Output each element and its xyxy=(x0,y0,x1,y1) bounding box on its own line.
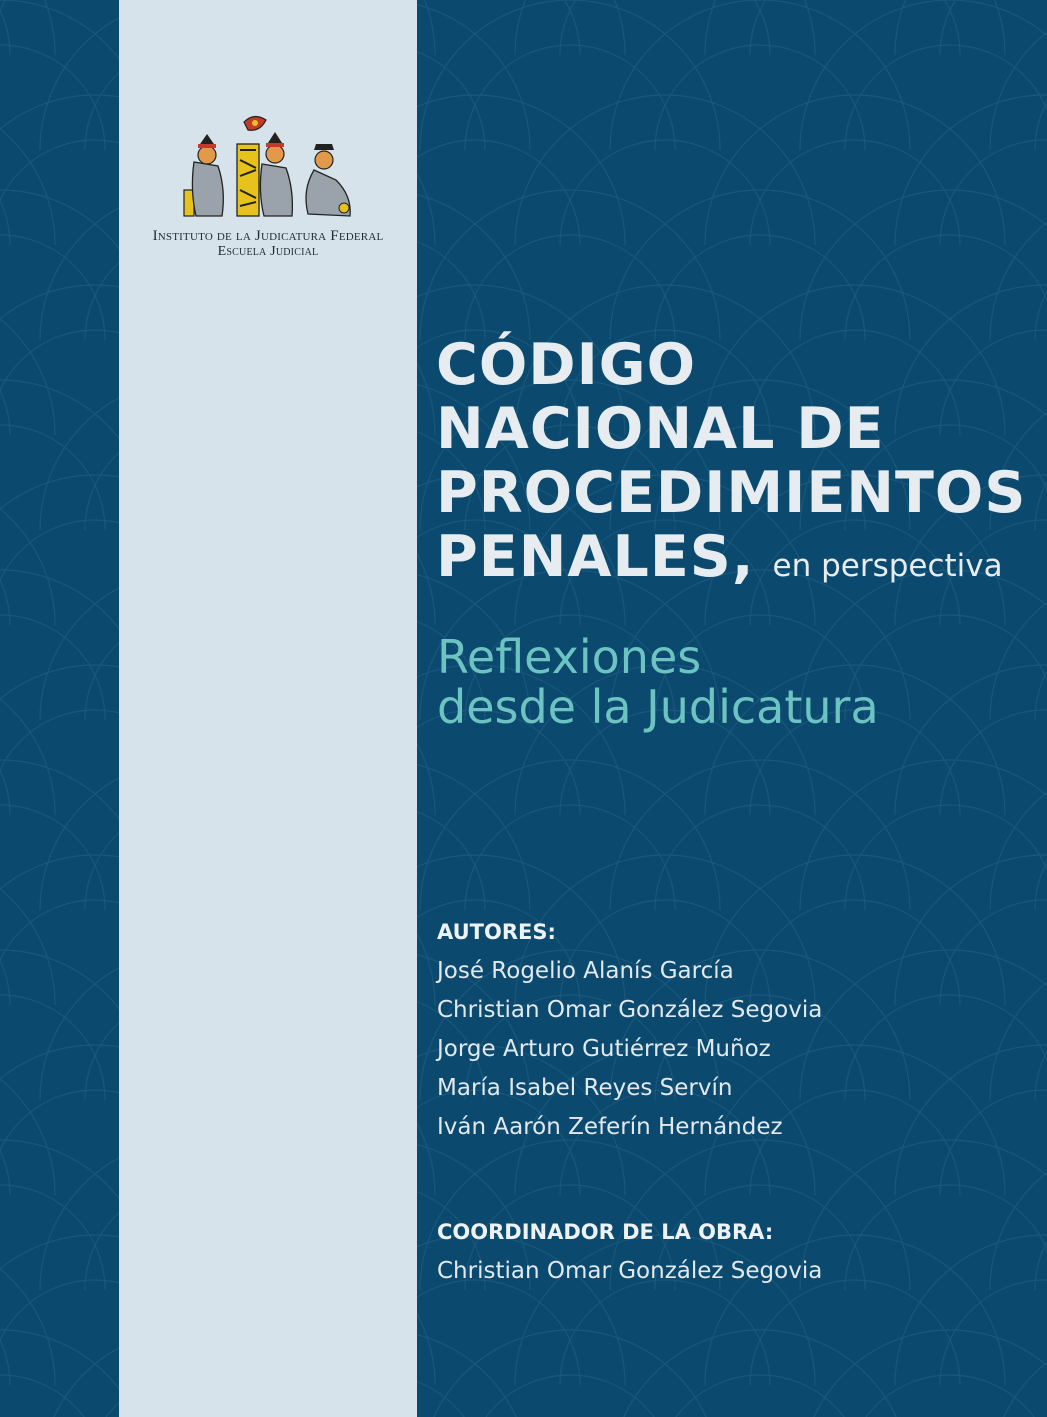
institute-glyph-logo-icon xyxy=(174,110,364,222)
title-line: PENALES, xyxy=(436,524,755,590)
subtitle-line: Reflexiones xyxy=(437,630,702,684)
authors-list xyxy=(437,952,822,1147)
author-name: Jorge Arturo Gutiérrez Muñoz xyxy=(437,1036,771,1062)
author-name: María Isabel Reyes Servín xyxy=(437,1075,733,1101)
institute-logo xyxy=(119,110,417,270)
author-name: Iván Aarón Zeferín Hernández xyxy=(437,1114,783,1140)
author-name: José Rogelio Alanís García xyxy=(437,958,734,984)
title-line-last xyxy=(436,525,1026,598)
school-name: Escuela Judicial xyxy=(217,244,319,259)
coordinator-heading: COORDINADOR DE LA OBRA: xyxy=(437,1220,774,1244)
title-line: NACIONAL DE xyxy=(436,396,885,462)
title-suffix: en perspectiva xyxy=(772,548,1003,584)
title-line: PROCEDIMIENTOS xyxy=(436,460,1027,526)
institute-name: Instituto de la Judicatura Federal xyxy=(152,228,384,244)
authors-heading: AUTORES: xyxy=(437,920,556,944)
subtitle-line: desde la Judicatura xyxy=(437,680,879,734)
book-subtitle xyxy=(437,632,879,732)
author-name: Christian Omar González Segovia xyxy=(437,997,823,1023)
coordinator-name: Christian Omar González Segovia xyxy=(437,1258,823,1284)
book-title xyxy=(436,333,1026,598)
title-line: CÓDIGO xyxy=(436,332,697,398)
coordinator-block xyxy=(437,1252,822,1291)
